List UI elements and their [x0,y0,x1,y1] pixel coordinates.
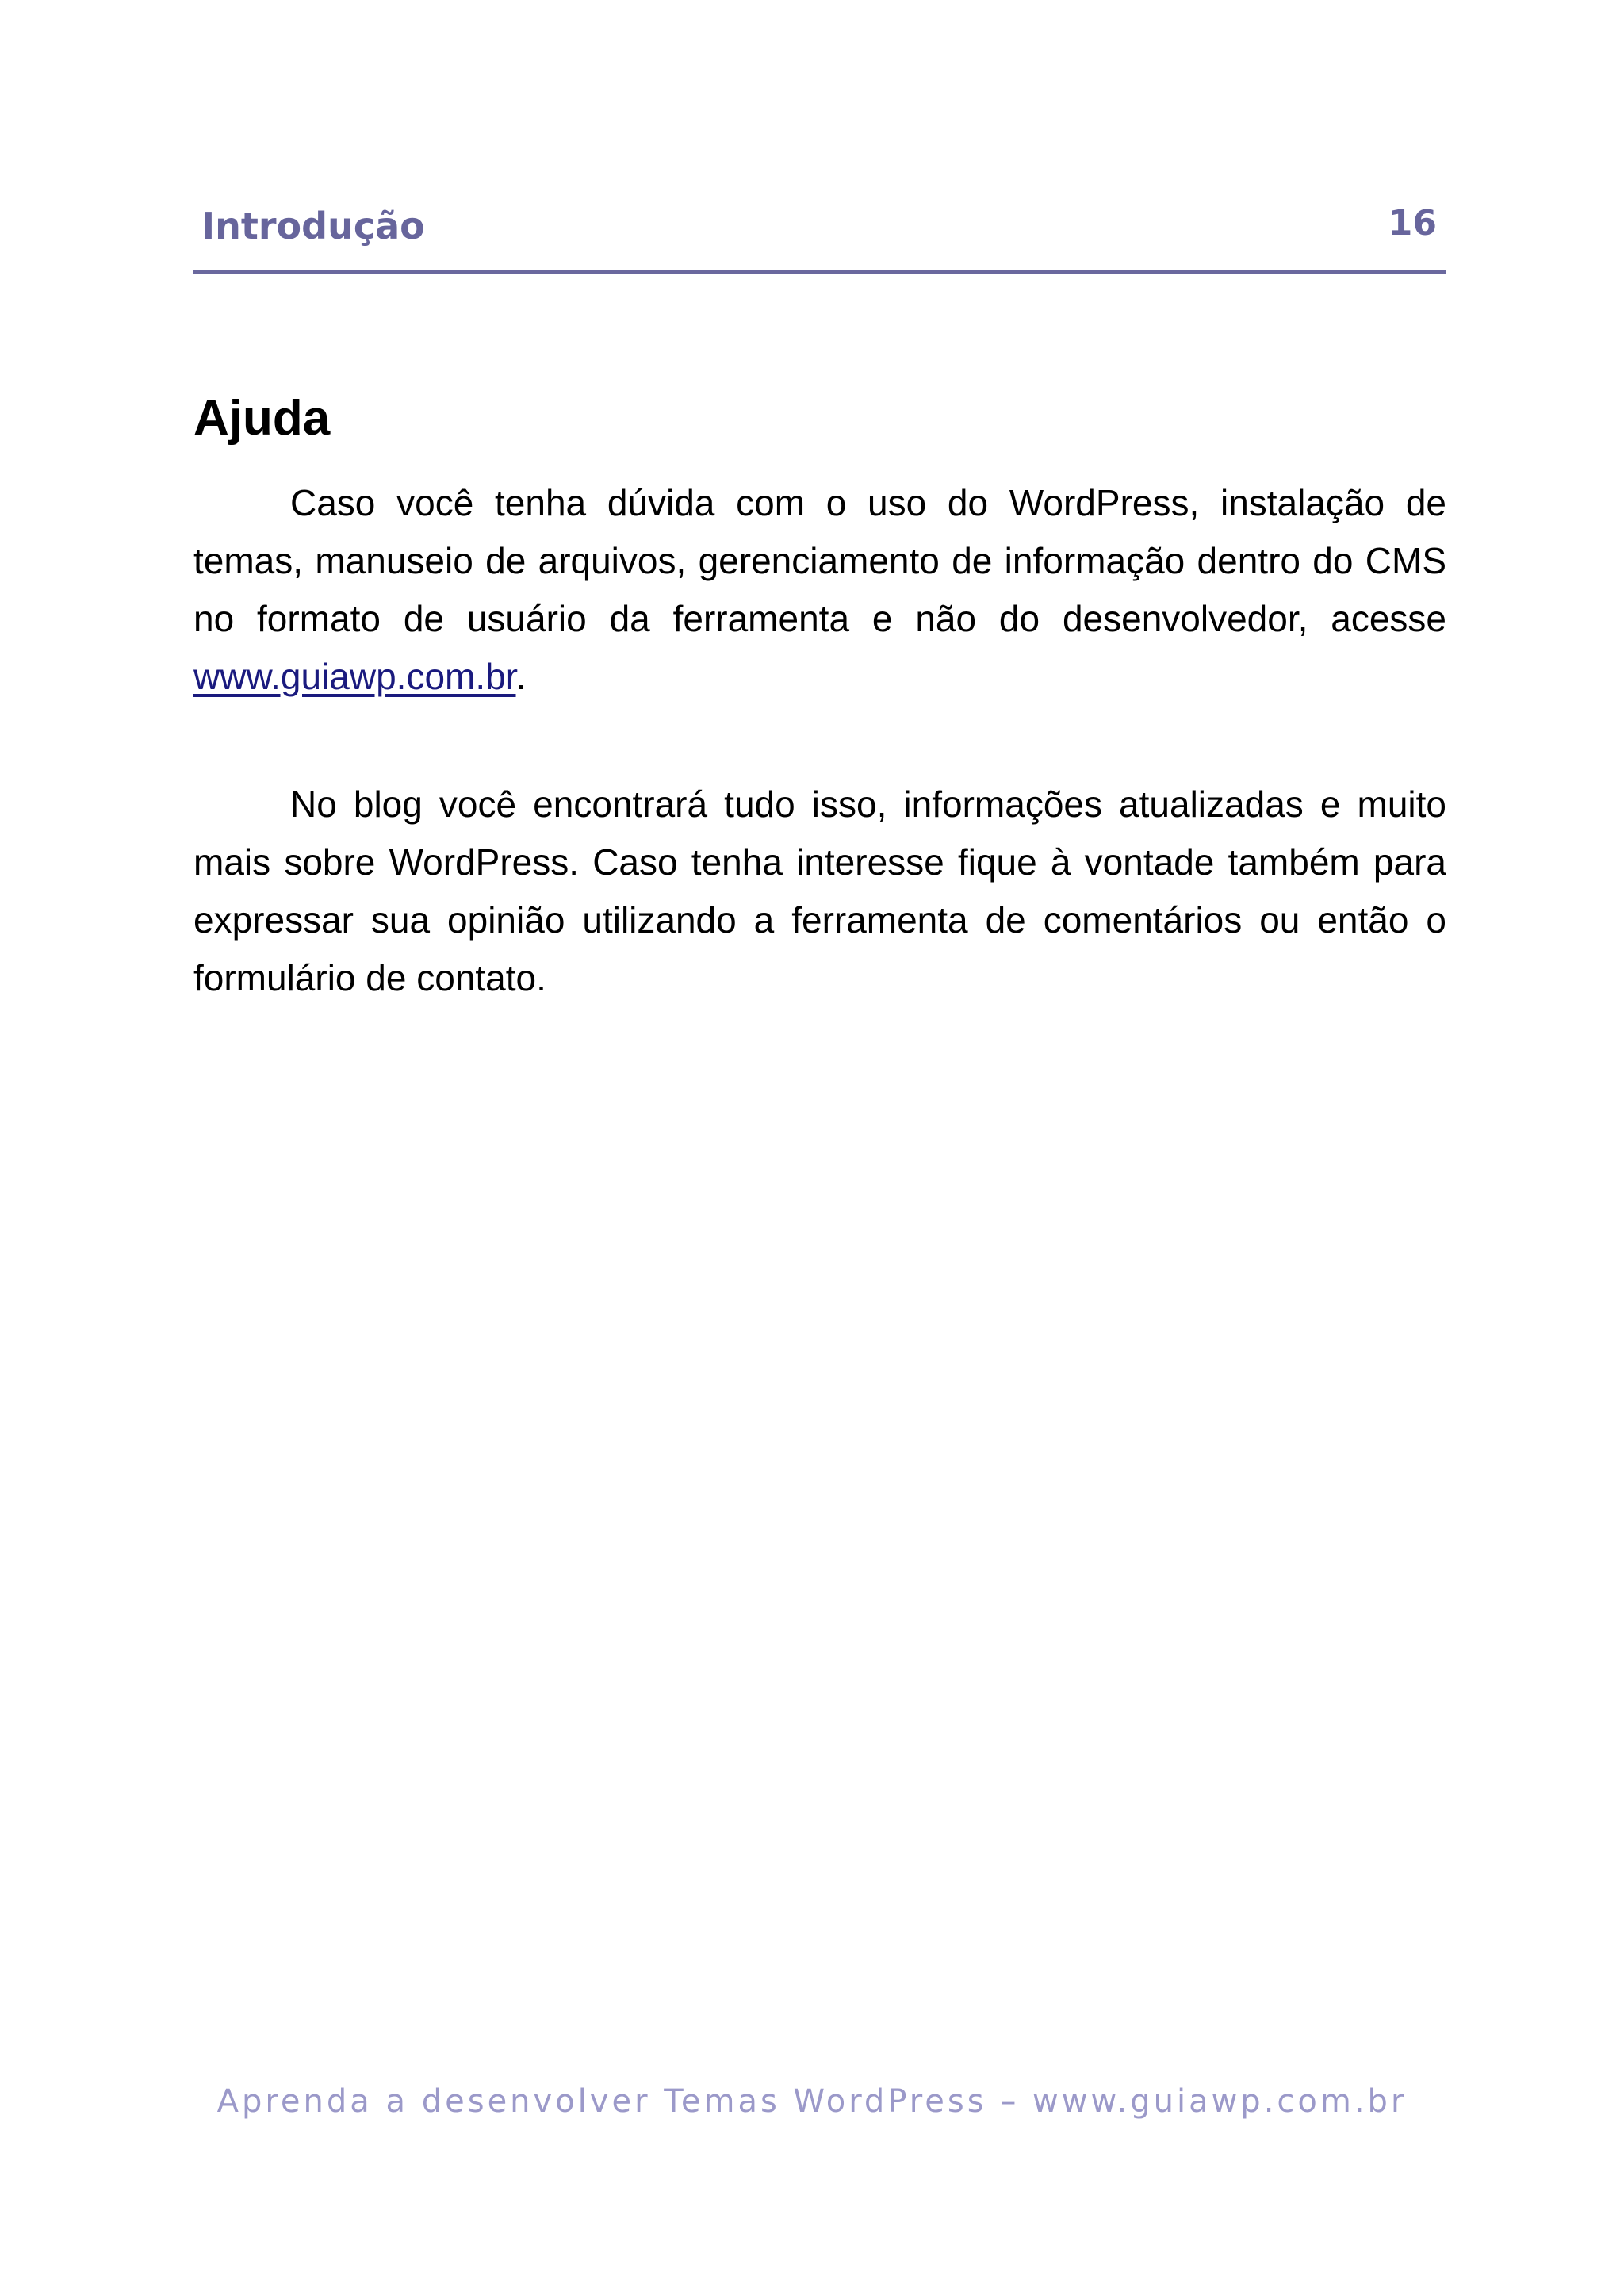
chapter-title: Introdução [201,205,425,247]
page-header [193,198,1446,278]
page-footer: Aprenda a desenvolver Temas WordPress – www.guiawp.com.br [216,2083,1408,2120]
header-divider [193,270,1446,274]
page-number: 16 [1388,203,1437,243]
guiawp-link[interactable]: www.guiawp.com.br [193,656,516,697]
paragraph-blog-text: No blog você encontrará tudo isso, informações atualizadas e muito mais sobre WordPress. Caso tenha interesse fique à vontade também para expressar sua opinião utilizando a ferramenta de comentários ou então o formulário de contato. [193,783,1446,998]
paragraph-help-end: . [515,656,527,697]
paragraph-help [193,474,1446,706]
section-heading: Ajuda [193,391,331,446]
paragraph-help-text: Caso você tenha dúvida com o uso do WordPress, instalação de temas, manuseio de arquivos, gerenciamento de informação dentro do CMS no formato de usuário da ferramenta e não do desenvolvedor, acesse [193,482,1446,639]
paragraph-blog [193,776,1446,1007]
